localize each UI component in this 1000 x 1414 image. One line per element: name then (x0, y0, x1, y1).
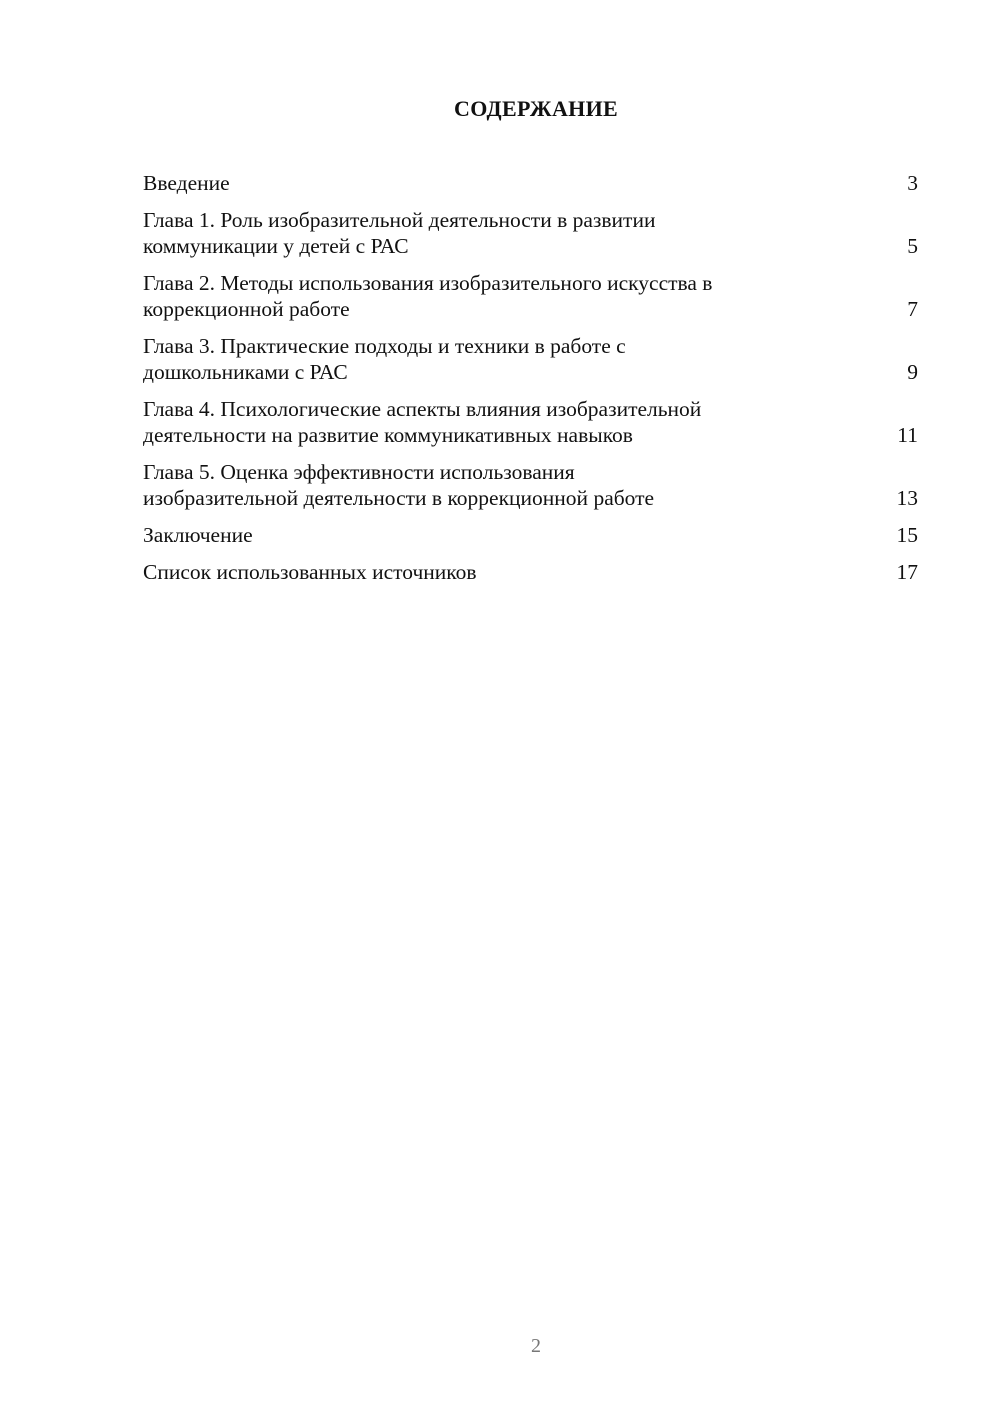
toc-entry-page: 5 (907, 234, 918, 258)
toc-entry-text: Заключение (143, 523, 253, 547)
toc-entry-chapter-5 (143, 459, 918, 511)
toc-entry-text: Список использованных источников (143, 560, 477, 584)
toc-entry-text: Глава 4. Психологические аспекты влияния изобразительной деятельности на развитие коммуникативных навыков (143, 397, 702, 447)
toc-entry-chapter-3 (143, 333, 918, 385)
toc-entry-page: 3 (907, 171, 918, 195)
page-title: СОДЕРЖАНИЕ (454, 96, 618, 121)
toc-entry-text: Глава 2. Методы использования изобразительного искусства в коррекционной работе (143, 271, 713, 321)
page-number: 2 (531, 1335, 541, 1357)
toc-entry-page: 11 (897, 423, 918, 447)
toc-entry-text: Введение (143, 171, 230, 195)
toc-entry-text: Глава 3. Практические подходы и техники в работе с дошкольниками с РАС (143, 334, 626, 384)
toc-entry-page: 13 (896, 486, 918, 510)
toc-entry-text: Глава 5. Оценка эффективности использования изобразительной деятельности в коррекционной работе (143, 460, 655, 510)
toc-entry-page: 7 (907, 297, 918, 321)
table-of-contents (143, 170, 918, 596)
toc-entry-chapter-4 (143, 396, 918, 448)
toc-entry-text: Глава 1. Роль изобразительной деятельности в развитии коммуникации у детей с РАС (143, 208, 656, 258)
toc-entry-introduction (143, 170, 918, 196)
toc-entry-page: 15 (896, 523, 918, 547)
toc-entry-chapter-1 (143, 207, 918, 259)
toc-entry-chapter-2 (143, 270, 918, 322)
toc-entry-conclusion (143, 522, 918, 548)
toc-entry-page: 9 (907, 360, 918, 384)
toc-entry-references (143, 559, 918, 585)
toc-entry-page: 17 (896, 560, 918, 584)
